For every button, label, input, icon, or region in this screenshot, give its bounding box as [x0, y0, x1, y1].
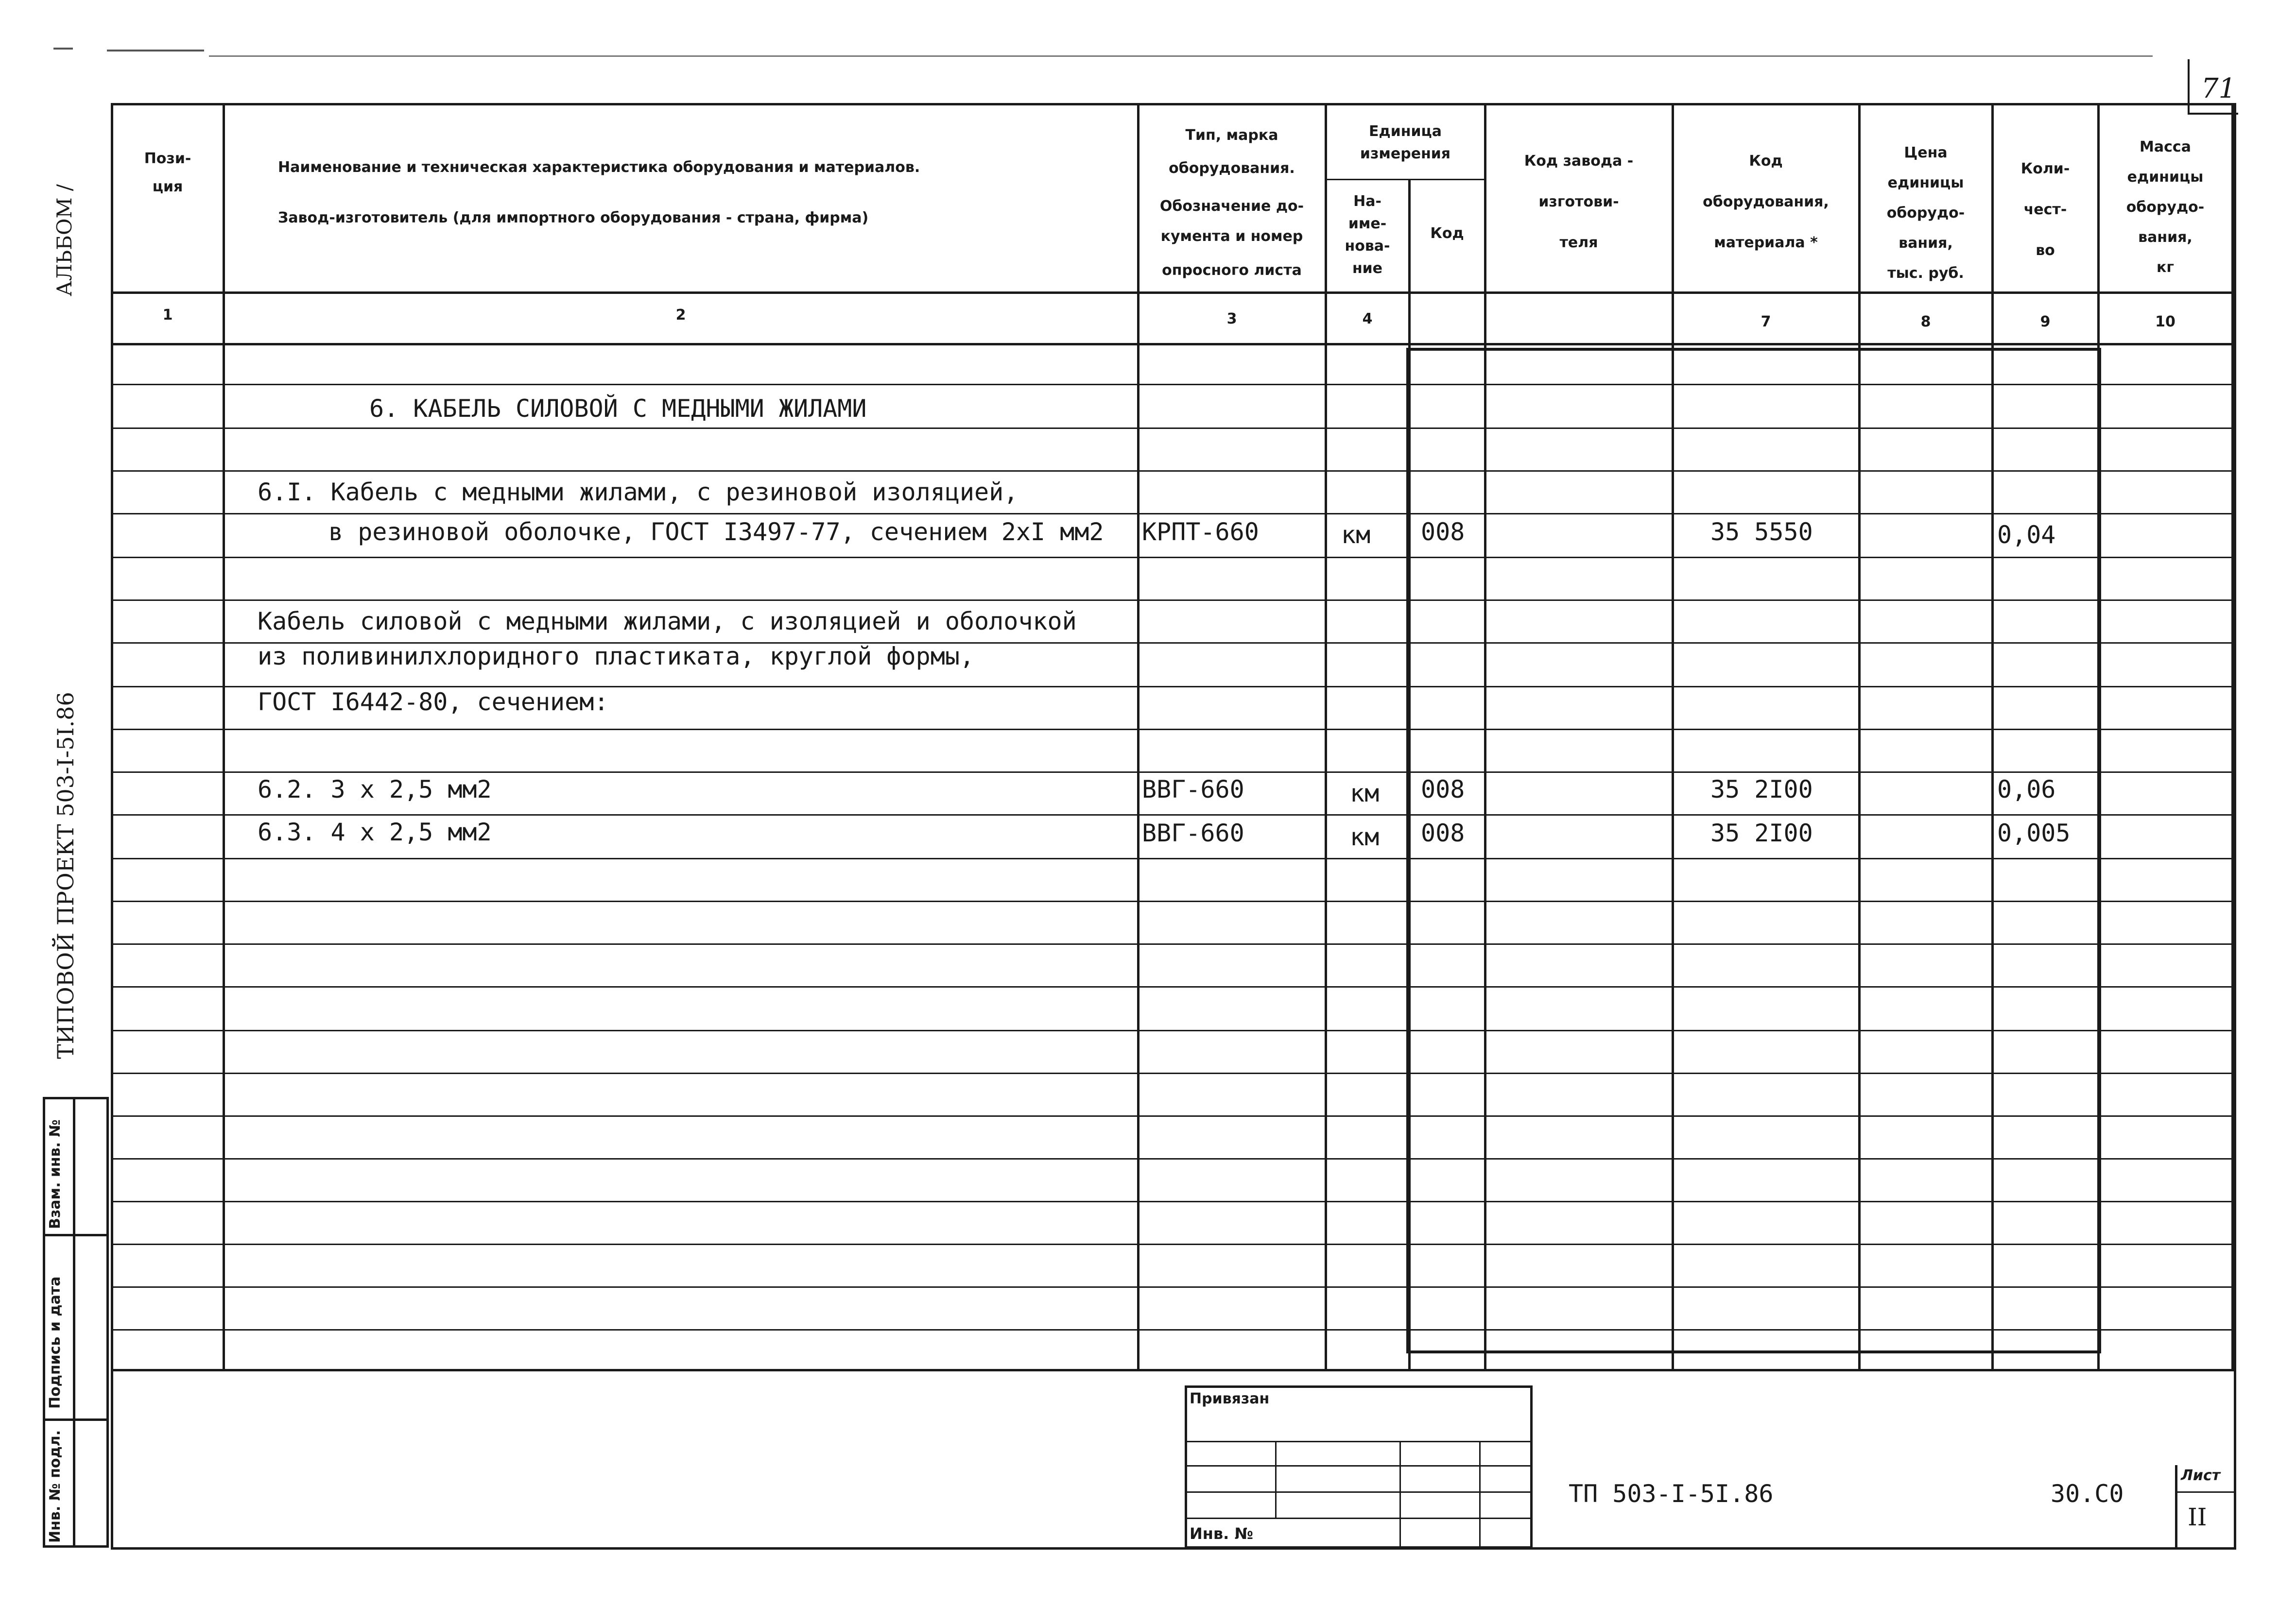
header-col3-line1: Тип, марка — [1185, 127, 1278, 144]
header-col8: Цена единицы оборудо- вания, тыс. руб. — [1886, 144, 1965, 282]
privyazan-col — [1275, 1441, 1277, 1518]
item62-type: ВВГ-660 — [1142, 775, 1244, 803]
item63-unit: км — [1350, 823, 1380, 851]
item62-matcode: 35 2I00 — [1710, 775, 1813, 803]
item61-code: 008 — [1421, 518, 1465, 546]
item61-line1: 6.I. Кабель с медными жилами, с резиновой изоляцией, — [258, 478, 1019, 506]
sheet-label: Лист — [2181, 1467, 2221, 1484]
item63-name: 6.3. 4 х 2,5 мм2 — [258, 818, 492, 846]
item61-line2: в резиновой оболочке, ГОСТ I3497-77, сечением 2хI мм2 — [328, 518, 1104, 546]
stray-mark — [209, 55, 2153, 57]
sheet-number-top-text: 71 — [2201, 73, 2236, 104]
colnum-3: 3 — [1226, 310, 1237, 327]
header-col2-line1: Наименование и техническая характеристика оборудования и материалов. — [278, 159, 920, 176]
header-col4: На- име- нова- ние — [1345, 193, 1390, 277]
desc-line2: из поливинилхлоридного пластиката, круглой формы, — [258, 642, 975, 670]
col-line — [1137, 103, 1139, 1369]
doc-code: ТП 503-I-5I.86 — [1569, 1480, 1774, 1508]
item63-code: 008 — [1421, 819, 1465, 847]
side-label-album: АЛЬБОМ / — [52, 184, 76, 296]
colnum-bottom-line — [111, 343, 2236, 345]
side-label-project: ТИПОВОЙ ПРОЕКТ 503-I-5I.86 — [52, 692, 79, 1059]
item63-matcode: 35 2I00 — [1710, 819, 1813, 847]
item62-name: 6.2. 3 х 2,5 мм2 — [258, 775, 492, 803]
header-col7: Код оборудования, материала * — [1703, 153, 1829, 251]
bold-body-frame — [1406, 348, 2101, 1353]
header-col45-top: Единица измерения — [1360, 123, 1451, 162]
unit-header-split — [1325, 179, 1484, 180]
item61-unit: км — [1341, 521, 1371, 549]
header-col3-line3: Обозначение до- — [1159, 198, 1304, 215]
sheet-value: II — [2188, 1503, 2207, 1531]
item63-qty: 0,005 — [1997, 819, 2071, 847]
header-col3-line2: оборудования. — [1169, 160, 1295, 177]
colnum-8: 8 — [1920, 313, 1931, 330]
item62-unit: км — [1350, 779, 1380, 807]
colnum-10: 10 — [2155, 313, 2175, 330]
stray-mark — [107, 50, 204, 51]
table-bottom-line — [111, 1369, 2236, 1371]
header-bottom-line — [111, 291, 2236, 294]
colnum-1: 1 — [162, 307, 173, 324]
item61-matcode: 35 5550 — [1710, 518, 1813, 546]
inv-no-label: Инв. № — [1190, 1524, 1253, 1543]
header-col9: Коли- чест- во — [2020, 160, 2070, 259]
privyazan-label: Привязан — [1190, 1390, 1270, 1407]
privyazan-col — [1399, 1441, 1401, 1549]
header-col6: Код завода - изготови- теля — [1524, 153, 1634, 251]
header-col2-line2: Завод-изготовитель (для импортного оборудования - страна, фирма) — [278, 209, 869, 226]
header-col5: Код — [1430, 225, 1464, 242]
col-line — [223, 103, 225, 1369]
doc-suffix: 30.С0 — [2051, 1480, 2124, 1508]
colnum-7: 7 — [1761, 313, 1771, 330]
left-stamp-divider — [43, 1418, 109, 1421]
colnum-2: 2 — [675, 307, 686, 324]
stray-mark — [53, 48, 73, 50]
header-col1: Пози- ция — [144, 150, 191, 195]
item62-qty: 0,06 — [1997, 775, 2056, 803]
side-label-inv-podl: Инв. № подл. — [47, 1430, 64, 1543]
item61-qty: 0,04 — [1997, 521, 2056, 549]
privyazan-col — [1479, 1441, 1481, 1549]
left-stamp-divider — [73, 1097, 75, 1548]
col-line — [2231, 103, 2234, 1369]
col-line — [1325, 103, 1327, 1369]
side-label-signature-date: Подпись и дата — [47, 1276, 64, 1409]
desc-line3: ГОСТ I6442-80, сечением: — [258, 688, 609, 716]
header-col3-line4: кумента и номер — [1160, 228, 1303, 245]
item62-code: 008 — [1421, 775, 1465, 803]
item63-type: ВВГ-660 — [1142, 819, 1244, 847]
sheet-box-split — [2175, 1491, 2236, 1493]
header-col3-line5: опросного листа — [1162, 262, 1302, 279]
colnum-9: 9 — [2040, 313, 2051, 330]
colnum-4: 4 — [1362, 310, 1373, 327]
section-title: 6. КАБЕЛЬ СИЛОВОЙ С МЕДНЫМИ ЖИЛАМИ — [369, 394, 867, 423]
desc-line1: Кабель силовой с медными жилами, с изоляцией и оболочкой — [258, 607, 1077, 635]
side-label-inv-vzam: Взам. инв. № — [47, 1119, 64, 1229]
item61-type: КРПТ-660 — [1142, 518, 1259, 546]
header-col10: Масса единицы оборудо- вания, кг — [2126, 138, 2205, 276]
left-stamp-divider — [43, 1234, 109, 1236]
